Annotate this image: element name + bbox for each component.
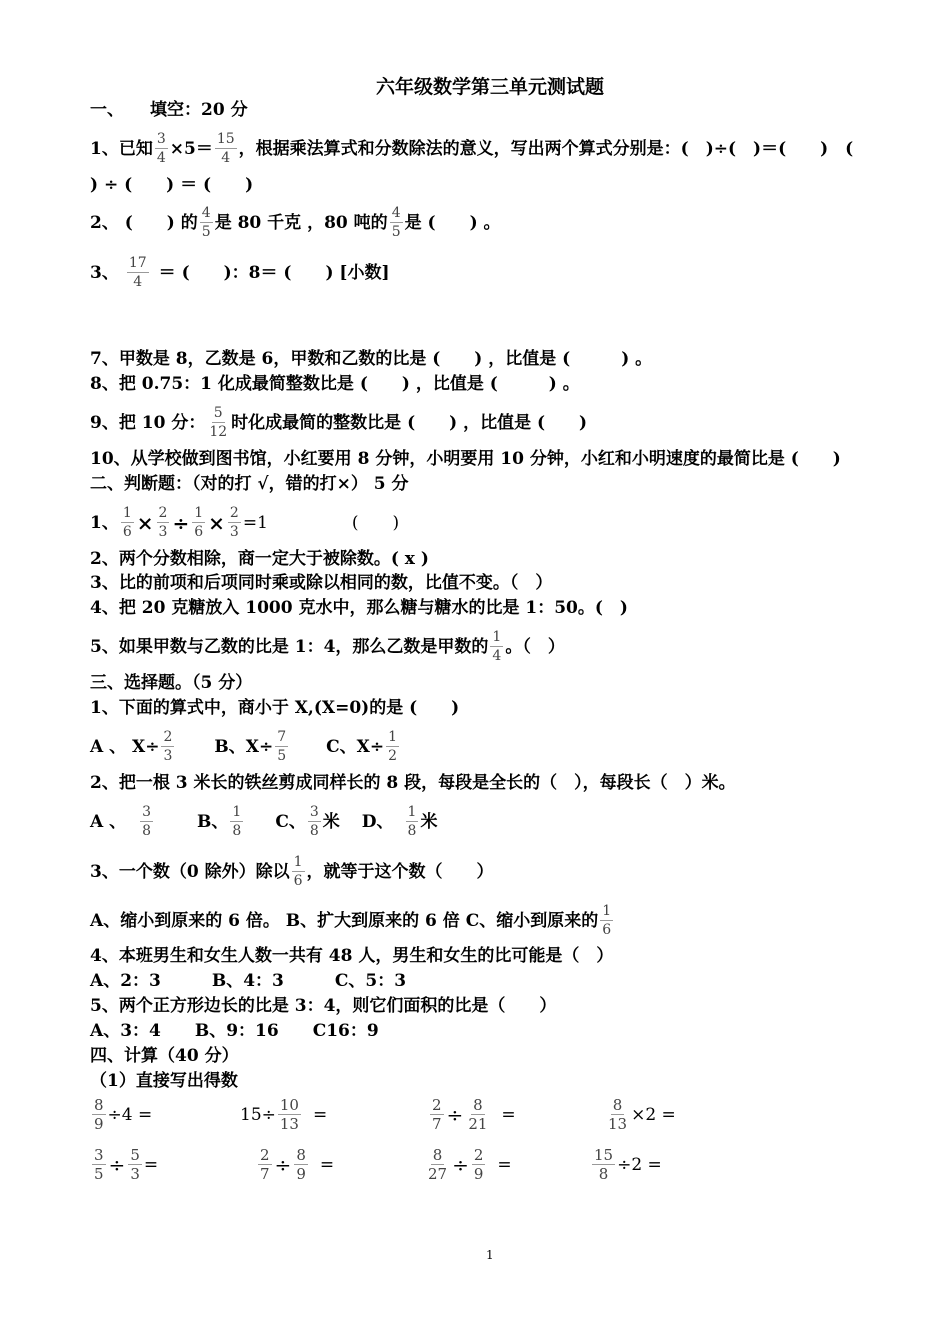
calc-item: $\frac{2}{7}$ ÷ $\frac{8}{9}$ = [260, 1146, 335, 1183]
section-4-heading: 四、计算（40 分） [90, 1046, 239, 1066]
fraction: $\frac{3}{4}$ [156, 131, 166, 166]
fraction: $\frac{3}{8}$ [142, 804, 152, 839]
fraction: $\frac{4}{5}$ [391, 205, 401, 240]
s3-question-4: 4、本班男生和女生人数一共有 48 人，男生和女生的比可能是（ ） [90, 946, 614, 966]
s1-question-3: 3、 $\frac{17}{4}$ ＝ ( )：8＝ ( ) [小数] [90, 255, 390, 290]
fraction: $\frac{1}{6}$ [122, 505, 132, 540]
s3-question-1: 1、下面的算式中，商小于 X,(X=0)的是 ( ) [90, 698, 460, 718]
fraction: $\frac{1}{6}$ [194, 505, 204, 540]
s3-question-1-options: A 、 X÷ $\frac{2}{3}$ B、X÷ $\frac{7}{5}$ C、X÷ $\frac{1}{2}$ [90, 729, 398, 764]
s2-question-3: 3、比的前项和后项同时乘或除以相同的数，比值不变。（ ） [90, 573, 553, 593]
fraction: $\frac{17}{4}$ [128, 255, 147, 290]
calc-item: $\frac{3}{5}$ ÷ $\frac{5}{3}$ = [94, 1146, 159, 1183]
page-number: 1 [486, 1248, 494, 1262]
fraction: $\frac{2}{3}$ [158, 505, 168, 540]
calc-item: $\frac{2}{7}$ ÷ $\frac{8}{21}$ = [432, 1096, 516, 1133]
calc-item: $\frac{8}{9}$ ÷4 = [94, 1096, 153, 1133]
fraction: $\frac{1}{8}$ [232, 804, 242, 839]
s3-question-3-options: A、缩小到原来的 6 倍。 B、扩大到原来的 6 倍 C、缩小到原来的 $\frac{1}{6}$ [90, 903, 612, 938]
fraction: $\frac{1}{2}$ [388, 729, 398, 764]
fraction: $\frac{3}{8}$ [309, 804, 319, 839]
fraction: $\frac{2}{3}$ [229, 505, 239, 540]
s2-question-1: 1、 $\frac{1}{6}$ × $\frac{2}{3}$ ÷ $\frac{1}{6}$ × $\frac{2}{3}$ =1 ( ) [90, 505, 400, 540]
fraction: $\frac{1}{6}$ [602, 903, 612, 938]
fraction: $\frac{1}{4}$ [492, 629, 502, 664]
s1-question-10: 10、从学校做到图书馆，小红要用 8 分钟，小明要用 10 分钟，小红和小明速度的最简比是 ( ) [90, 449, 841, 469]
s3-question-5: 5、两个正方形边长的比是 3：4，则它们面积的比是（ ） [90, 996, 557, 1016]
s2-question-2: 2、两个分数相除，商一定大于被除数。( x ) [90, 549, 429, 569]
fraction: $\frac{5}{12}$ [209, 405, 228, 440]
fraction: $\frac{15}{4}$ [216, 131, 235, 166]
fraction: $\frac{4}{5}$ [201, 205, 211, 240]
s2-question-4: 4、把 20 克糖放入 1000 克水中，那么糖与糖水的比是 1：50。( ) [90, 598, 628, 618]
s3-question-5-options: A、3：4 B、9：16 C16：9 [90, 1021, 379, 1041]
calc-item: $\frac{8}{13}$ ×2 = [608, 1096, 676, 1133]
fraction: $\frac{7}{5}$ [277, 729, 287, 764]
calc-item: 15÷ $\frac{10}{13}$ = [240, 1096, 328, 1133]
calc-item: $\frac{15}{8}$ ÷2 = [594, 1146, 662, 1183]
s3-question-3: 3、一个数（0 除外）除以 $\frac{1}{6}$ ，就等于这个数（ ） [90, 854, 494, 889]
s1-question-8: 8、把 0.75：1 化成最简整数比是 ( ) ，比值是 ( ) 。 [90, 374, 580, 394]
s1-question-2: 2、 ( ) 的 $\frac{4}{5}$ 是 80 千克 ，80 吨的 $\frac{4}{5}$ 是 ( ) 。 [90, 205, 501, 240]
s3-question-2: 2、把一根 3 米长的铁丝剪成同样长的 8 段，每段是全长的（ ），每段长（ ）米。 [90, 773, 736, 793]
fraction: $\frac{1}{8}$ [407, 804, 417, 839]
section-1-heading: 一、 填空：20 分 [90, 100, 248, 120]
s2-question-5: 5、如果甲数与乙数的比是 1：4，那么乙数是甲数的 $\frac{1}{4}$ 。（ ） [90, 629, 565, 664]
fraction: $\frac{2}{3}$ [163, 729, 173, 764]
s1-question-9: 9、把 10 分： $\frac{5}{12}$ 时化成最简的整数比是 ( ) ，比值是 ( ) [90, 405, 588, 440]
s3-question-2-options: A 、 $\frac{3}{8}$ B、 $\frac{1}{8}$ C、 $\frac{3}{8}$ 米 D、 $\frac{1}{8}$ 米 [90, 804, 438, 839]
s1-question-1-cont: ) ÷ ( ) ＝ ( ) [90, 175, 254, 195]
section-2-heading: 二、判断题：（对的打 √，错的打×） 5 分 [90, 474, 409, 494]
s1-question-1: 1、已知 $\frac{3}{4}$ ×5＝ $\frac{15}{4}$ ，根据乘法算式和分数除法的意义，写出两个算式分别是：( )÷( )＝( ) ( [90, 131, 854, 166]
s1-question-7: 7、甲数是 8，乙数是 6，甲数和乙数的比是 ( ) ，比值是 ( ) 。 [90, 349, 653, 369]
fraction: $\frac{1}{6}$ [293, 854, 303, 889]
calc-item: $\frac{8}{27}$ ÷ $\frac{2}{9}$ = [428, 1146, 512, 1183]
page-title: 六年级数学第三单元测试题 [375, 76, 604, 98]
section-3-heading: 三、选择题。（5 分） [90, 673, 253, 693]
section-4-subheading: （1）直接写出得数 [90, 1071, 238, 1091]
s3-question-4-options: A、2：3 B、4：3 C、5：3 [90, 971, 407, 991]
